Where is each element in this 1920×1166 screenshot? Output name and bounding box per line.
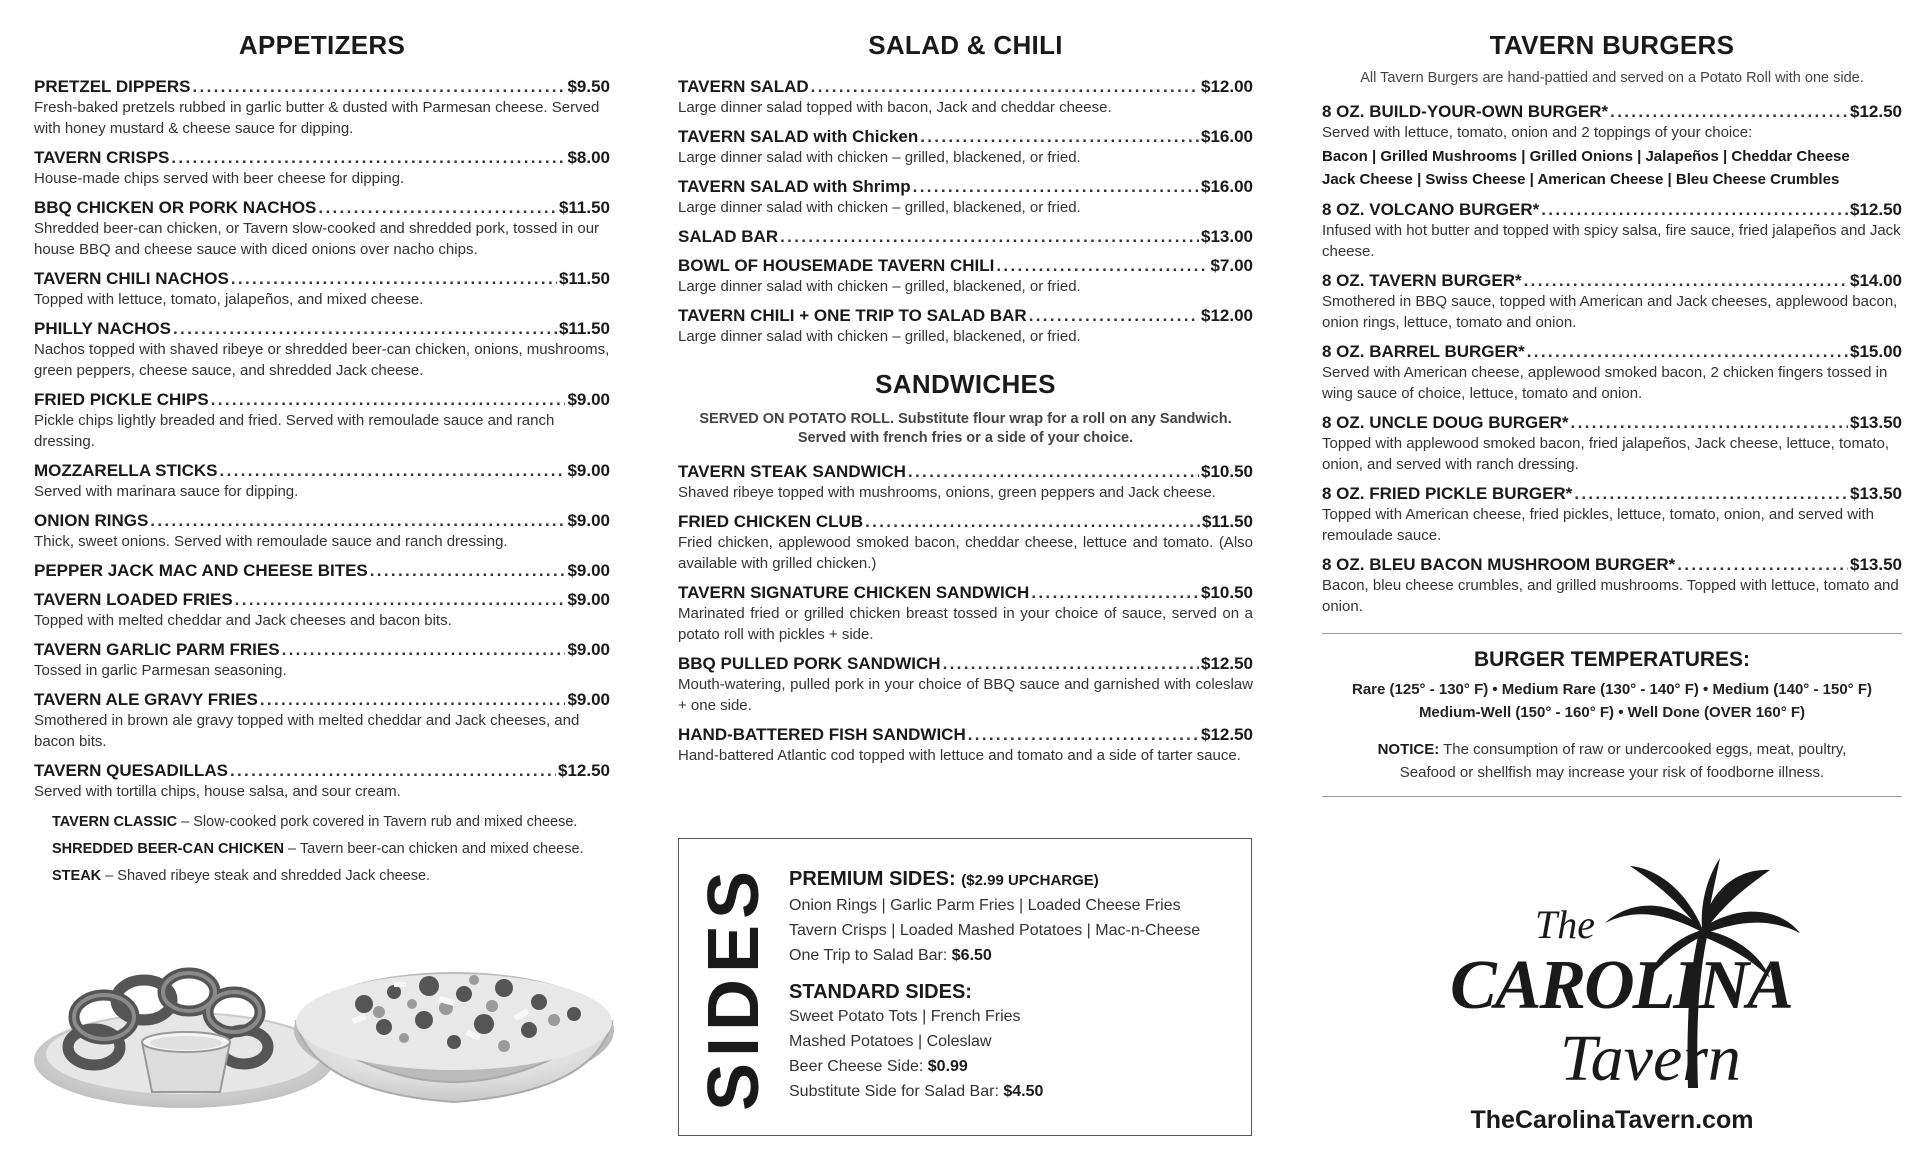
menu-item-name: TAVERN CHILI + ONE TRIP TO SALAD BAR [678, 306, 1027, 325]
menu-item-price: $11.50 [558, 319, 610, 338]
menu-item-head [678, 583, 1253, 603]
menu-item-head [678, 306, 1253, 326]
menu-item-description: Large dinner salad with chicken – grilled, blackened, or fried. [678, 278, 1081, 295]
menu-item-price: $13.50 [1850, 484, 1902, 503]
menu-item-name: TAVERN ALE GRAVY FRIES [34, 690, 258, 709]
dot-leader [943, 654, 1199, 674]
menu-item-price: $12.00 [1201, 77, 1253, 96]
burger-list [1322, 102, 1902, 617]
menu-item-description: Topped with lettuce, tomato, jalapeños, and mixed cheese. [34, 291, 424, 308]
menu-item-name: TAVERN GARLIC PARM FRIES [34, 640, 280, 659]
menu-item-name: TAVERN QUESADILLAS [34, 761, 228, 780]
menu-item-head [678, 77, 1253, 97]
menu-item-description: Nachos topped with shaved ribeye or shredded beer-can chicken, onions, mushrooms, green peppers, cheese sauce, and shredded Jack cheese. [34, 341, 610, 379]
menu-item-head [34, 561, 610, 581]
menu-item-name: 8 OZ. BUILD-YOUR-OWN BURGER* [1322, 102, 1609, 121]
burgers-title: TAVERN BURGERS [1489, 30, 1735, 60]
menu-item-price: $9.00 [567, 390, 610, 409]
menu-item-description: Tossed in garlic Parmesan seasoning. [34, 662, 287, 679]
quesadilla-options [34, 809, 610, 890]
menu-item-head [1322, 102, 1902, 122]
menu-item-description: Mouth-watering, pulled pork in your choice of BBQ sauce and garnished with coleslaw + one side. [678, 676, 1253, 714]
menu-item-name: 8 OZ. BARREL BURGER* [1322, 342, 1525, 361]
menu-item-name: TAVERN STEAK SANDWICH [678, 462, 906, 481]
dot-leader [780, 227, 1199, 247]
menu-item-price: $13.50 [1850, 555, 1902, 574]
dot-leader [193, 77, 566, 97]
dot-leader [913, 177, 1199, 197]
menu-item-description: House-made chips served with beer cheese for dipping. [34, 170, 405, 187]
menu-item [34, 461, 610, 502]
menu-item-head [1322, 271, 1902, 291]
burgers-note: All Tavern Burgers are hand-pattied and served on a Potato Roll with one side. [1360, 70, 1864, 86]
menu-item [678, 256, 1253, 297]
menu-item-head [678, 654, 1253, 674]
menu-item-price: $12.50 [1201, 654, 1253, 673]
menu-item-description: Served with American cheese, applewood smoked bacon, 2 chicken fingers tossed in wing sauce of choice, lettuce, tomato and onion. [1322, 364, 1888, 402]
menu-item-price: $7.00 [1210, 256, 1253, 275]
menu-item [1322, 555, 1902, 617]
menu-item-price: $9.00 [567, 690, 610, 709]
menu-item-description: Smothered in BBQ sauce, topped with American and Jack cheeses, applewood bacon, onion rings, lettuce, tomato and onion. [1322, 293, 1898, 331]
menu-item [34, 198, 610, 260]
logo-the-text: The [1535, 902, 1595, 947]
burger-toppings: Bacon | Grilled Mushrooms | Grilled Onions | Jalapeños | Cheddar Cheese Jack Cheese | Swiss Cheese | American Cheese | Bleu Cheese Crumbles [1322, 148, 1850, 188]
menu-item-name: SALAD BAR [678, 227, 779, 246]
menu-item-name: 8 OZ. BLEU BACON MUSHROOM BURGER* [1322, 555, 1676, 574]
menu-item [678, 306, 1253, 347]
dot-leader [920, 127, 1199, 147]
burgers-column [1322, 0, 1902, 1134]
menu-item [34, 761, 610, 802]
menu-item-head [1322, 555, 1902, 575]
logo-tavern-text: Tavern [1560, 1022, 1741, 1095]
menu-item-price: $10.50 [1201, 462, 1253, 481]
dot-leader [996, 256, 1208, 276]
dot-leader [231, 269, 557, 289]
menu-item [34, 590, 610, 631]
logo-carolina-text: CAROLINA [1450, 947, 1792, 1024]
menu-item-price: $12.50 [1201, 725, 1253, 744]
menu-item-head [34, 390, 610, 410]
premium-sides-title: PREMIUM SIDES: ($2.99 UPCHARGE) [789, 868, 1099, 890]
dot-leader [370, 561, 566, 581]
menu-item-head [34, 269, 610, 289]
appetizers-title: APPETIZERS [238, 30, 406, 60]
standard-sides-line: Beer Cheese Side: $0.99 [789, 1058, 968, 1075]
menu-item-price: $8.00 [567, 148, 610, 167]
menu-item-description: Large dinner salad with chicken – grilled, blackened, or fried. [678, 149, 1081, 166]
menu-item-description: Large dinner salad with chicken – grilled, blackened, or fried. [678, 328, 1081, 345]
menu-item-name: HAND-BATTERED FISH SANDWICH [678, 725, 966, 744]
menu-item [34, 319, 610, 381]
menu-item-head [34, 319, 610, 339]
menu-item-name: PHILLY NACHOS [34, 319, 171, 338]
menu-item-head [1322, 484, 1902, 504]
menu-item [1322, 413, 1902, 475]
dot-leader [1031, 583, 1199, 603]
menu-item-description: Fried chicken, applewood smoked bacon, cheddar cheese, lettuce and tomato. (Also available with grilled chicken.) [678, 534, 1253, 572]
standard-sides-title: STANDARD SIDES: [789, 981, 972, 1003]
menu-item [678, 77, 1253, 118]
menu-item-head [678, 227, 1253, 247]
menu-item-name: PRETZEL DIPPERS [34, 77, 191, 96]
divider [1322, 633, 1902, 634]
menu-item-description: Shaved ribeye topped with mushrooms, onions, green peppers and Jack cheese. [678, 484, 1216, 501]
menu-item [678, 725, 1253, 766]
dot-leader [260, 690, 566, 710]
dot-leader [908, 462, 1199, 482]
dot-leader [171, 148, 565, 168]
menu-item-description: Marinated fried or grilled chicken breast tossed in your choice of sauce, served on a potato roll with pickles + side. [678, 605, 1253, 643]
menu-item [34, 77, 610, 139]
menu-item-head [34, 590, 610, 610]
menu-item [678, 583, 1253, 645]
dot-leader [235, 590, 566, 610]
menu-item-head [34, 511, 610, 531]
dot-leader [230, 761, 556, 781]
salad-sandwich-column [678, 0, 1253, 775]
sandwich-list [678, 462, 1253, 766]
menu-item-head [678, 177, 1253, 197]
menu-item [1322, 102, 1902, 191]
menu-item-head [34, 690, 610, 710]
menu-item-head [34, 148, 610, 168]
sides-vertical-label: SIDES [694, 864, 775, 1112]
menu-item-name: BOWL OF HOUSEMADE TAVERN CHILI [678, 256, 995, 275]
menu-item-name: TAVERN CHILI NACHOS [34, 269, 229, 288]
menu-item-description: Served with marinara sauce for dipping. [34, 483, 299, 500]
dot-leader [1571, 413, 1848, 433]
menu-item-description: Served with lettuce, tomato, onion and 2 toppings of your choice: [1322, 124, 1753, 141]
burger-temperatures-title: BURGER TEMPERATURES: [1473, 648, 1751, 671]
menu-item-price: $12.50 [1850, 102, 1902, 121]
menu-item-price: $12.50 [1850, 200, 1902, 219]
menu-item [678, 127, 1253, 168]
menu-item [34, 640, 610, 681]
menu-item [678, 654, 1253, 716]
menu-item-head [34, 198, 610, 218]
quesadilla-option: TAVERN CLASSIC – Slow-cooked pork covered in Tavern rub and mixed cheese. [52, 814, 578, 830]
menu-item-description: Smothered in brown ale gravy topped with melted cheddar and Jack cheeses, and bacon bits. [34, 712, 580, 750]
menu-item-head [34, 461, 610, 481]
menu-item-description: Infused with hot butter and topped with spicy salsa, fire sauce, fried jalapeños and Jack cheese. [1322, 222, 1901, 260]
menu-item-head [678, 256, 1253, 276]
dot-leader [173, 319, 557, 339]
menu-item-description: Served with tortilla chips, house salsa, and sour cream. [34, 783, 401, 800]
dot-leader [1541, 200, 1848, 220]
dot-leader [1677, 555, 1848, 575]
menu-item-description: Bacon, bleu cheese crumbles, and grilled mushrooms. Topped with lettuce, tomato and onion. [1322, 577, 1899, 615]
menu-item-name: TAVERN LOADED FRIES [34, 590, 233, 609]
standard-sides-line: Mashed Potatoes | Coleslaw [789, 1033, 992, 1050]
menu-item-description: Large dinner salad with chicken – grilled, blackened, or fried. [678, 199, 1081, 216]
foodborne-notice: NOTICE: The consumption of raw or undercooked eggs, meat, poultry, Seafood or shellfish may increase your risk of foodborne illness. [1377, 741, 1847, 781]
menu-item-description: Hand-battered Atlantic cod topped with lettuce and tomato and a side of tarter sauce. [678, 747, 1241, 764]
dot-leader [220, 461, 566, 481]
menu-item-price: $14.00 [1850, 271, 1902, 290]
menu-item-head [678, 725, 1253, 745]
standard-sides-line: Substitute Side for Salad Bar: $4.50 [789, 1083, 1044, 1100]
menu-item-description: Fresh-baked pretzels rubbed in garlic butter & dusted with Parmesan cheese. Served with honey mustard & cheese sauce for dipping. [34, 99, 600, 137]
menu-item-description: Large dinner salad topped with bacon, Jack and cheddar cheese. [678, 99, 1112, 116]
sandwiches-title: SANDWICHES [875, 369, 1056, 399]
menu-item-name: TAVERN CRISPS [34, 148, 170, 167]
dot-leader [150, 511, 565, 531]
menu-item-price: $9.00 [567, 640, 610, 659]
premium-sides-line: Onion Rings | Garlic Parm Fries | Loaded Cheese Fries [789, 897, 1181, 914]
menu-item-head [678, 512, 1253, 532]
menu-item-name: BBQ PULLED PORK SANDWICH [678, 654, 941, 673]
menu-item-name: TAVERN SALAD [678, 77, 809, 96]
menu-item-price: $9.50 [567, 77, 610, 96]
menu-item-head [1322, 342, 1902, 362]
menu-item-description: Topped with applewood smoked bacon, fried jalapeños, Jack cheese, lettuce, tomato, onion, and served with ranch dressing. [1322, 435, 1890, 473]
menu-item-price: $9.00 [567, 590, 610, 609]
sides-content [789, 867, 1241, 1104]
dot-leader [211, 390, 566, 410]
menu-item-price: $13.50 [1850, 413, 1902, 432]
burger-temperatures: Rare (125° - 130° F) • Medium Rare (130° - 140° F) • Medium (140° - 150° F) Medium-Well (150° - 160° F) • Well Done (OVER 160° F) [1352, 681, 1872, 721]
menu-item-head [34, 640, 610, 660]
dot-leader [1574, 484, 1848, 504]
dot-leader [282, 640, 566, 660]
menu-item-head [1322, 200, 1902, 220]
menu-item-price: $16.00 [1201, 177, 1253, 196]
quesadilla-option: STEAK – Shaved ribeye steak and shredded Jack cheese. [52, 868, 431, 884]
dot-leader [1527, 342, 1848, 362]
dot-leader [318, 198, 557, 218]
menu-item-price: $13.00 [1201, 227, 1253, 246]
menu-item-price: $9.00 [567, 461, 610, 480]
premium-sides-line: Tavern Crisps | Loaded Mashed Potatoes | Mac-n-Cheese [789, 922, 1201, 939]
food-photo-image [34, 942, 614, 1112]
menu-item-head [678, 462, 1253, 482]
menu-item [1322, 484, 1902, 546]
menu-item [678, 512, 1253, 574]
menu-item-name: PEPPER JACK MAC AND CHEESE BITES [34, 561, 368, 580]
menu-item-price: $12.00 [1201, 306, 1253, 325]
menu-item-head [34, 761, 610, 781]
menu-item-name: 8 OZ. FRIED PICKLE BURGER* [1322, 484, 1573, 503]
divider [1322, 796, 1902, 797]
dot-leader [968, 725, 1199, 745]
menu-item [34, 690, 610, 752]
menu-item [1322, 342, 1902, 404]
dot-leader [1610, 102, 1848, 122]
carolina-tavern-logo [1430, 858, 1800, 1098]
menu-item-description: Shredded beer-can chicken, or Tavern slow-cooked and shredded pork, tossed in our house BBQ and cheese sauce with diced onions over nacho chips. [34, 220, 600, 258]
menu-item-description: Topped with American cheese, fried pickles, lettuce, tomato, onion, and served with remoulade sauce. [1322, 506, 1874, 544]
menu-item [34, 269, 610, 310]
menu-item-price: $16.00 [1201, 127, 1253, 146]
menu-item-name: TAVERN SALAD with Shrimp [678, 177, 911, 196]
menu-item-name: TAVERN SIGNATURE CHICKEN SANDWICH [678, 583, 1030, 602]
menu-item-description: Pickle chips lightly breaded and fried. Served with remoulade sauce and ranch dressing. [34, 412, 555, 450]
menu-item-name: FRIED PICKLE CHIPS [34, 390, 209, 409]
salad-chili-title: SALAD & CHILI [868, 30, 1063, 60]
menu-item [34, 561, 610, 581]
menu-item-name: 8 OZ. UNCLE DOUG BURGER* [1322, 413, 1569, 432]
menu-item-description: Topped with melted cheddar and Jack cheeses and bacon bits. [34, 612, 452, 629]
menu-item-head [1322, 413, 1902, 433]
menu-item-price: $10.50 [1201, 583, 1253, 602]
menu-item [678, 177, 1253, 218]
quesadilla-option: SHREDDED BEER-CAN CHICKEN – Tavern beer-can chicken and mixed cheese. [52, 841, 584, 857]
website-url[interactable]: TheCarolinaTavern.com [1470, 1106, 1754, 1134]
dot-leader [1029, 306, 1199, 326]
menu-item-name: ONION RINGS [34, 511, 149, 530]
menu-item-price: $9.00 [567, 511, 610, 530]
menu-item-price: $12.50 [558, 761, 610, 780]
menu-item [678, 462, 1253, 503]
menu-item [34, 148, 610, 189]
dot-leader [865, 512, 1200, 532]
menu-item [1322, 200, 1902, 262]
menu-item-price: $15.00 [1850, 342, 1902, 361]
menu-item-head [34, 77, 610, 97]
menu-item [34, 511, 610, 552]
menu-item [1322, 271, 1902, 333]
dot-leader [1524, 271, 1848, 291]
appetizer-list [34, 77, 610, 802]
menu-item-name: 8 OZ. VOLCANO BURGER* [1322, 200, 1540, 219]
menu-item-name: FRIED CHICKEN CLUB [678, 512, 864, 531]
menu-item-name: BBQ CHICKEN OR PORK NACHOS [34, 198, 317, 217]
menu-item [34, 390, 610, 452]
appetizers-column [34, 0, 610, 890]
standard-sides-line: Sweet Potato Tots | French Fries [789, 1008, 1021, 1025]
menu-item-head [678, 127, 1253, 147]
menu-item-price: $11.50 [558, 269, 610, 288]
salad-list [678, 77, 1253, 347]
menu-item-description: Thick, sweet onions. Served with remoulade sauce and ranch dressing. [34, 533, 508, 550]
menu-item [678, 227, 1253, 247]
sides-box [678, 838, 1252, 1136]
menu-item-name: TAVERN SALAD with Chicken [678, 127, 919, 146]
dot-leader [811, 77, 1199, 97]
menu-item-price: $9.00 [567, 561, 610, 580]
premium-sides-line: One Trip to Salad Bar: $6.50 [789, 947, 992, 964]
sandwiches-note: SERVED ON POTATO ROLL. Substitute flour wrap for a roll on any Sandwich. Served with french fries or a side of your choice. [699, 411, 1232, 446]
menu-item-price: $11.50 [558, 198, 610, 217]
menu-item-name: MOZZARELLA STICKS [34, 461, 218, 480]
menu-item-price: $11.50 [1201, 512, 1253, 531]
menu-item-name: 8 OZ. TAVERN BURGER* [1322, 271, 1522, 290]
